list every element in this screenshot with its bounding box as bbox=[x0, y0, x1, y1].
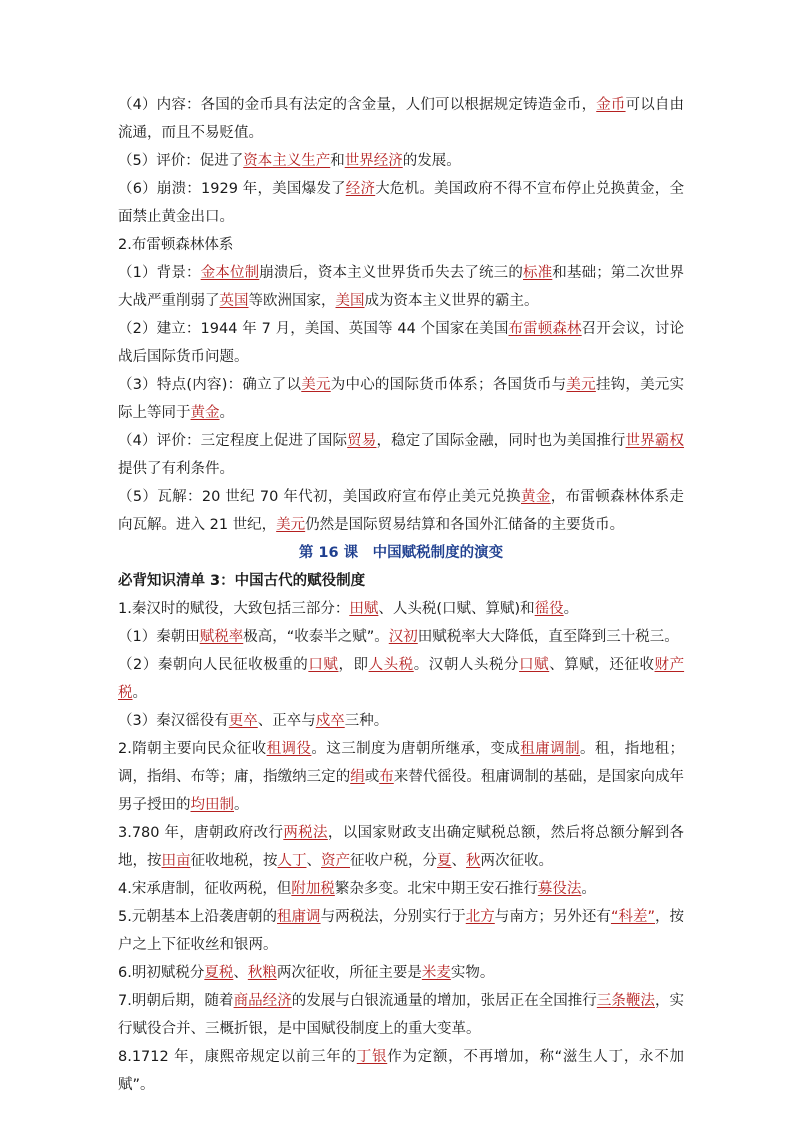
keyword-underlined: 秋粮 bbox=[247, 965, 277, 981]
text-run: 实物。 bbox=[450, 965, 495, 981]
text-run: 、 bbox=[233, 965, 248, 981]
keyword-underlined: 三条鞭法 bbox=[596, 993, 655, 1009]
text-run: 三种。 bbox=[344, 713, 389, 729]
keyword-underlined: 资本主义生产 bbox=[243, 153, 331, 169]
text-run: ，按户之上下征收丝和银两。 bbox=[118, 909, 685, 953]
text-run: 来替代徭役。租庸调制的基础，是国家向成年男子授田的 bbox=[118, 769, 685, 813]
document-body bbox=[118, 91, 684, 1099]
paragraph bbox=[118, 819, 684, 875]
keyword-underlined: 商品经济 bbox=[233, 993, 292, 1009]
paragraph bbox=[118, 987, 684, 1043]
keyword-underlined: 口赋 bbox=[308, 657, 339, 673]
text-run: 2.布雷顿森林体系 bbox=[118, 237, 234, 253]
text-run: 的发展。 bbox=[402, 153, 461, 169]
keyword-underlined: 布 bbox=[379, 769, 394, 785]
keyword-underlined: 美元 bbox=[301, 377, 331, 393]
text-run: （4）评价：三定程度上促进了国际 bbox=[118, 433, 348, 449]
text-run: 1.秦汉时的赋役，大致包括三部分： bbox=[118, 601, 350, 617]
paragraph bbox=[118, 259, 684, 315]
text-run: 可以自由流通，而且不易贬值。 bbox=[118, 97, 685, 141]
text-run: （4）内容：各国的金币具有法定的含金量，人们可以根据规定铸造金币， bbox=[118, 97, 597, 113]
keyword-underlined: 租庸调 bbox=[277, 909, 321, 925]
keyword-underlined: 赋税率 bbox=[199, 629, 244, 645]
keyword-underlined: 租庸调制 bbox=[520, 741, 580, 757]
paragraph bbox=[118, 1043, 684, 1099]
text-run: 两次征收，所征主要是 bbox=[276, 965, 422, 981]
text-run: 、 bbox=[451, 853, 466, 869]
text-run: 、人头税(口赋、算赋)和 bbox=[378, 601, 535, 617]
text-run: 。这三制度为唐朝所继承，变成 bbox=[311, 741, 521, 757]
text-run: 6.明初赋税分 bbox=[118, 965, 205, 981]
keyword-underlined: 夏 bbox=[437, 853, 452, 869]
paragraph bbox=[118, 735, 684, 819]
lesson-title bbox=[118, 539, 684, 567]
text-run: 仍然是国际贸易结算和各国外汇储备的主要货币。 bbox=[305, 517, 625, 533]
keyword-underlined: 米麦 bbox=[421, 965, 451, 981]
paragraph bbox=[118, 651, 684, 707]
keyword-underlined: 秋 bbox=[466, 853, 481, 869]
paragraph bbox=[118, 371, 684, 427]
text-run: ，稳定了国际金融，同时也为美国推行 bbox=[376, 433, 626, 449]
keyword-underlined: 美国 bbox=[335, 293, 365, 309]
keyword-underlined: 世界霸权 bbox=[625, 433, 685, 449]
paragraph bbox=[118, 959, 684, 987]
text-run: 崩溃后，资本主义世界货币失去了统三的 bbox=[259, 265, 523, 281]
keyword-underlined: 英国 bbox=[219, 293, 249, 309]
text-run: 与两税法，分别实行于 bbox=[320, 909, 466, 925]
keyword-underlined: 丁银 bbox=[356, 1049, 388, 1065]
text-run: 第 16 课 中国赋税制度的演变 bbox=[298, 545, 504, 561]
text-run: ，即 bbox=[338, 657, 369, 673]
text-run: 5.元朝基本上沿袭唐朝的 bbox=[118, 909, 278, 925]
paragraph bbox=[118, 427, 684, 483]
paragraph bbox=[118, 231, 684, 259]
keyword-underlined: 黄金 bbox=[520, 489, 551, 505]
keyword-underlined: 绢 bbox=[350, 769, 365, 785]
keyword-underlined: 标准 bbox=[522, 265, 553, 281]
text-run: 与南方；另外还有 bbox=[494, 909, 611, 925]
keyword-underlined: 北方 bbox=[465, 909, 495, 925]
paragraph bbox=[118, 903, 684, 959]
keyword-underlined: 更卒 bbox=[228, 713, 258, 729]
paragraph bbox=[118, 875, 684, 903]
text-run: 征收户税，分 bbox=[350, 853, 437, 869]
paragraph bbox=[118, 483, 684, 539]
keyword-underlined: 黄金 bbox=[190, 405, 220, 421]
text-run: 。 bbox=[132, 685, 147, 701]
paragraph bbox=[118, 595, 684, 623]
paragraph bbox=[118, 623, 684, 651]
keyword-underlined: “科差” bbox=[610, 909, 656, 925]
text-run: 3.780 年，唐朝政府改行 bbox=[118, 825, 284, 841]
text-run: 、算赋，还征收 bbox=[549, 657, 655, 673]
text-run: 。 bbox=[219, 405, 234, 421]
keyword-underlined: 租调役 bbox=[266, 741, 312, 757]
keyword-underlined: 人头税 bbox=[368, 657, 414, 673]
keyword-underlined: 均田制 bbox=[190, 797, 234, 813]
text-run: 。汉朝人头税分 bbox=[413, 657, 520, 673]
keyword-underlined: 附加税 bbox=[291, 881, 335, 897]
text-run: （5）瓦解：20 世纪 70 年代初，美国政府宣布停止美元兑换 bbox=[118, 489, 521, 505]
text-run: ，以国家财政支出确定赋税总额，然后将总额分解到各地，按 bbox=[118, 825, 685, 869]
text-run: 4.宋承唐制，征收两税，但 bbox=[118, 881, 292, 897]
text-run: 繁杂多变。北宋中期王安石推行 bbox=[334, 881, 538, 897]
section-heading bbox=[118, 567, 684, 595]
text-run: 必背知识清单 3：中国古代的赋役制度 bbox=[118, 573, 366, 589]
paragraph bbox=[118, 91, 684, 147]
text-run: 。 bbox=[581, 881, 596, 897]
text-run: 大危机。美国政府不得不宣布停止兑换黄金，全面禁止黄金出口。 bbox=[118, 181, 684, 225]
keyword-underlined: 两税法 bbox=[283, 825, 328, 841]
keyword-underlined: 布雷顿森林 bbox=[508, 321, 582, 337]
keyword-underlined: 世界经济 bbox=[344, 153, 403, 169]
text-run: （6）崩溃：1929 年，美国爆发了 bbox=[118, 181, 346, 197]
text-run: 2.隋朝主要向民众征收 bbox=[118, 741, 267, 757]
text-run: ，布雷顿森林体系走向瓦解。进入 21 世纪， bbox=[118, 489, 685, 533]
text-run: （2）秦朝向人民征收极重的 bbox=[118, 657, 309, 673]
keyword-underlined: 募役法 bbox=[537, 881, 582, 897]
text-run: （3）特点(内容)：确立了以 bbox=[118, 377, 302, 393]
text-run: 的发展与白银流通量的增加，张居正在全国推行 bbox=[291, 993, 597, 1009]
text-run: （2）建立：1944 年 7 月，美国、英国等 44 个国家在美国 bbox=[118, 321, 509, 337]
text-run: 召开会议，讨论战后国际货币问题。 bbox=[118, 321, 685, 365]
text-run: 、正卒与 bbox=[257, 713, 316, 729]
keyword-underlined: 夏税 bbox=[204, 965, 234, 981]
text-run: 田赋税率大大降低，直至降到三十税三。 bbox=[417, 629, 679, 645]
text-run: 等欧洲国家， bbox=[248, 293, 336, 309]
keyword-underlined: 金本位制 bbox=[200, 265, 260, 281]
keyword-underlined: 汉初 bbox=[388, 629, 418, 645]
keyword-underlined: 田亩 bbox=[161, 853, 191, 869]
keyword-underlined: 资产 bbox=[321, 853, 350, 869]
text-run: 。 bbox=[563, 601, 579, 617]
text-run: 成为资本主义世界的霸主。 bbox=[364, 293, 539, 309]
paragraph bbox=[118, 147, 684, 175]
text-run: 或 bbox=[364, 769, 380, 785]
text-run: 、 bbox=[306, 853, 321, 869]
text-run: 为中心的国际货币体系；各国货币与 bbox=[330, 377, 567, 393]
text-run: 两次征收。 bbox=[480, 853, 553, 869]
text-run: 征收地税，按 bbox=[190, 853, 278, 869]
text-run: 8.1712 年，康熙帝规定以前三年的 bbox=[118, 1049, 357, 1065]
keyword-underlined: 美元 bbox=[276, 517, 306, 533]
keyword-underlined: 徭役 bbox=[534, 601, 564, 617]
keyword-underlined: 贸易 bbox=[347, 433, 377, 449]
keyword-underlined: 美元 bbox=[566, 377, 596, 393]
keyword-underlined: 田赋 bbox=[349, 601, 379, 617]
keyword-underlined: 口赋 bbox=[519, 657, 550, 673]
paragraph bbox=[118, 707, 684, 735]
text-run: 。租，指地租；调，指绢、布等；庸，指缴纳三定的 bbox=[118, 741, 685, 785]
text-run: 作为定额，不再增加，称“滋生人丁，永不加赋”。 bbox=[118, 1049, 684, 1093]
text-run: 7.明朝后期，随着 bbox=[118, 993, 234, 1009]
keyword-underlined: 人丁 bbox=[277, 853, 307, 869]
text-run: （3）秦汉徭役有 bbox=[118, 713, 229, 729]
text-run: 。 bbox=[234, 797, 249, 813]
keyword-underlined: 戍卒 bbox=[315, 713, 345, 729]
text-run: 和基础；第二次世界大战严重削弱了 bbox=[118, 265, 685, 309]
text-run: ，实行赋役合并、三概折银，是中国赋役制度上的重大变革。 bbox=[118, 993, 684, 1037]
keyword-underlined: 财产税 bbox=[118, 657, 685, 701]
text-run: 极高，“收泰半之赋”。 bbox=[243, 629, 389, 645]
text-run: 提供了有利条件。 bbox=[118, 461, 234, 477]
text-run: 挂钩，美元实际上等同于 bbox=[118, 377, 685, 421]
keyword-underlined: 金币 bbox=[596, 97, 626, 113]
text-run: （5）评价：促进了 bbox=[118, 153, 244, 169]
paragraph bbox=[118, 175, 684, 231]
text-run: 和 bbox=[330, 153, 345, 169]
text-run: （1）背景： bbox=[118, 265, 201, 281]
text-run: （1）秦朝田 bbox=[118, 629, 200, 645]
keyword-underlined: 经济 bbox=[345, 181, 376, 197]
paragraph bbox=[118, 315, 684, 371]
